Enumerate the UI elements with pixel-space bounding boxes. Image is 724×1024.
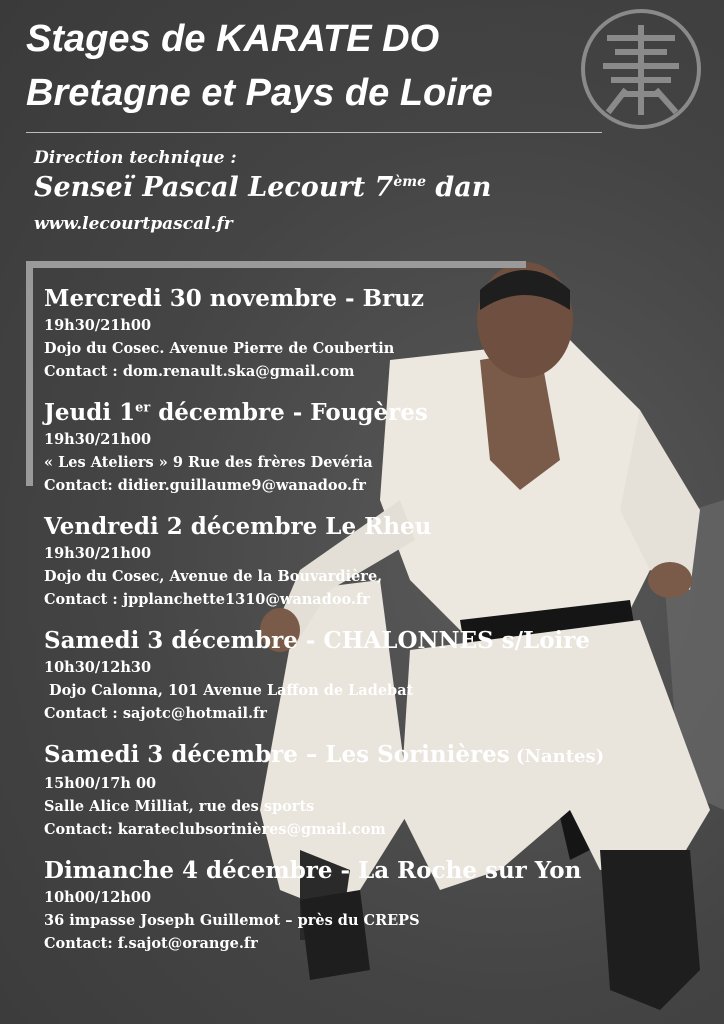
event-contact[interactable]: Contact : jpplanchette1310@wanadoo.fr <box>44 591 370 608</box>
event-location: Salle Alice Milliat, rue des sports <box>44 798 315 815</box>
event-location: Dojo du Cosec. Avenue Pierre de Coubertin <box>44 340 395 357</box>
event-time: 15h00/17h 00 <box>44 775 157 792</box>
poster-title-line2: Bretagne et Pays de Loire <box>26 72 493 114</box>
event-location: Dojo Calonna, 101 Avenue Laffon de Ladebat <box>44 682 414 699</box>
direction-label: Direction technique : <box>34 148 237 168</box>
event-sorinieres <box>44 740 704 841</box>
event-title: Vendredi 2 décembre Le Rheu <box>44 513 432 540</box>
event-time: 19h30/21h00 <box>44 545 152 562</box>
event-contact[interactable]: Contact: karateclubsorinières@gmail.com <box>44 821 386 838</box>
kanji-seal-icon <box>580 8 702 130</box>
event-le-rheu <box>44 512 704 611</box>
event-title: Dimanche 4 décembre - La Roche sur Yon <box>44 857 582 884</box>
event-contact[interactable]: Contact: didier.guillaume9@wanadoo.fr <box>44 477 366 494</box>
event-title: Samedi 3 décembre – Les Sorinières (Nantes) <box>44 741 605 768</box>
sensei-name: Senseï Pascal Lecourt 7ème dan <box>34 172 492 203</box>
event-title: Jeudi 1er décembre - Fougères <box>44 399 428 426</box>
event-contact[interactable]: Contact: f.sajot@orange.fr <box>44 935 258 952</box>
events-list <box>44 284 704 970</box>
event-time: 19h30/21h00 <box>44 317 152 334</box>
event-chalonnes <box>44 626 704 725</box>
frame-border-left <box>26 261 33 486</box>
header-divider <box>26 132 602 133</box>
event-time: 19h30/21h00 <box>44 431 152 448</box>
event-fougeres <box>44 398 704 497</box>
website-link[interactable]: www.lecourtpascal.fr <box>34 214 233 234</box>
event-contact[interactable]: Contact : sajotc@hotmail.fr <box>44 705 267 722</box>
frame-border-top <box>26 261 526 268</box>
event-bruz <box>44 284 704 383</box>
event-la-roche-sur-yon <box>44 856 704 955</box>
event-location: 36 impasse Joseph Guillemot – près du CREPS <box>44 912 420 929</box>
event-title: Samedi 3 décembre - CHALONNES s/Loire <box>44 627 591 654</box>
event-location: « Les Ateliers » 9 Rue des frères Devéria <box>44 454 373 471</box>
event-location: Dojo du Cosec, Avenue de la Bouvardière, <box>44 568 383 585</box>
event-time: 10h30/12h30 <box>44 659 152 676</box>
event-contact[interactable]: Contact : dom.renault.ska@gmail.com <box>44 363 355 380</box>
poster-title-line1: Stages de KARATE DO <box>26 18 440 60</box>
event-time: 10h00/12h00 <box>44 889 152 906</box>
event-title: Mercredi 30 novembre - Bruz <box>44 285 424 312</box>
